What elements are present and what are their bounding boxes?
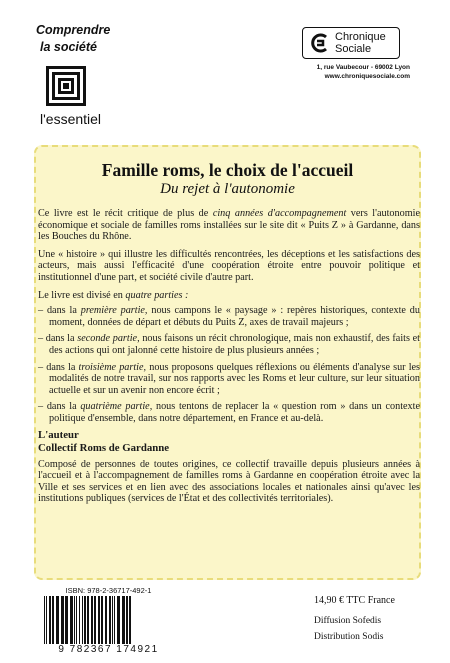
author-heading: L'auteur (38, 428, 79, 441)
collection-logo-icon (46, 66, 86, 106)
distribution: Distribution Sodis (314, 632, 384, 642)
ean-number: 9 782367 174921 (58, 644, 159, 655)
paragraph: Une « histoire » qui illustre les difficultés rencontrées, les déceptions et les satisfactions des acteurs, mais aussi l'efficacité d'une coopération étroite entre pouvoir politique et institutionnel d'une part, et société civile d'autre part. (38, 248, 420, 283)
isbn-label: ISBN: 978-2-36717-492-1 (65, 586, 152, 595)
author-name: Collectif Roms de Gardanne (38, 442, 170, 455)
list-item: – dans la troisième partie, nous proposons quelques réflexions ou éléments d'analyse sur les modalités de notre travail, sur nos rapports avec les Roms et leur culture, sur leur situation actuelle et sur un avenir non encore écrit ; (38, 361, 421, 396)
list-item: – dans la quatrième partie, nous tentons de replacer la « question rom » dans un contexte politique d'ensemble, dans notre département, en France et au-delà. (38, 401, 420, 424)
publisher-name: Chronique Sociale (335, 31, 386, 55)
barcode-block (36, 586, 181, 656)
list-item: – dans la seconde partie, nous faisons un récit chronologique, mais non exhaustif, des faits et des actions qui ont jalonné cette histoire de plus plusieurs années ; (38, 333, 421, 356)
author-bio: Composé de personnes de toutes origines, ce collectif travaille depuis plusieurs années à l'accueil et à l'accompagnement de familles roms à Gardanne en coopération étroite avec la Ville et ses services et en lien avec des associations locales et nationales ainsi qu'avec les institutions publiques (services de l'État et des collectivités territoriales). (38, 458, 420, 505)
paragraph: Ce livre est le récit critique de plus de cinq années d'accompagnement vers l'autonomie économique et sociale de familles roms installées sur le site dit « Puits Z » à Gardanne, dans les Bouches du Rhône. (38, 208, 420, 243)
diffusion: Diffusion Sofedis (314, 616, 382, 626)
barcode-icon (42, 596, 176, 644)
series-line-2: la société (40, 40, 97, 54)
book-title: Famille roms, le choix de l'accueil (101, 160, 354, 180)
publisher-icon (309, 32, 331, 54)
paragraph: Le livre est divisé en quatre parties : (38, 289, 189, 301)
list-item: – dans la première partie, nous campons le « paysage » : repères historiques, contexte du moment, données de départ et débuts du Puits Z, axes de travail majeurs ; (38, 305, 420, 328)
series-name (36, 22, 126, 56)
publisher-logo (302, 27, 400, 59)
back-cover-text (38, 208, 420, 511)
series-line-1: Comprendre (36, 23, 111, 37)
book-subtitle: Du rejet à l'autonomie (160, 181, 295, 197)
publisher-address: 1, rue Vaubecour - 69002 Lyon www.chroniquesociale.com (298, 63, 410, 81)
collection-name: l'essentiel (40, 111, 102, 127)
price: 14,90 € TTC France (314, 595, 395, 606)
publisher-website: www.chroniquesociale.com (324, 73, 410, 80)
